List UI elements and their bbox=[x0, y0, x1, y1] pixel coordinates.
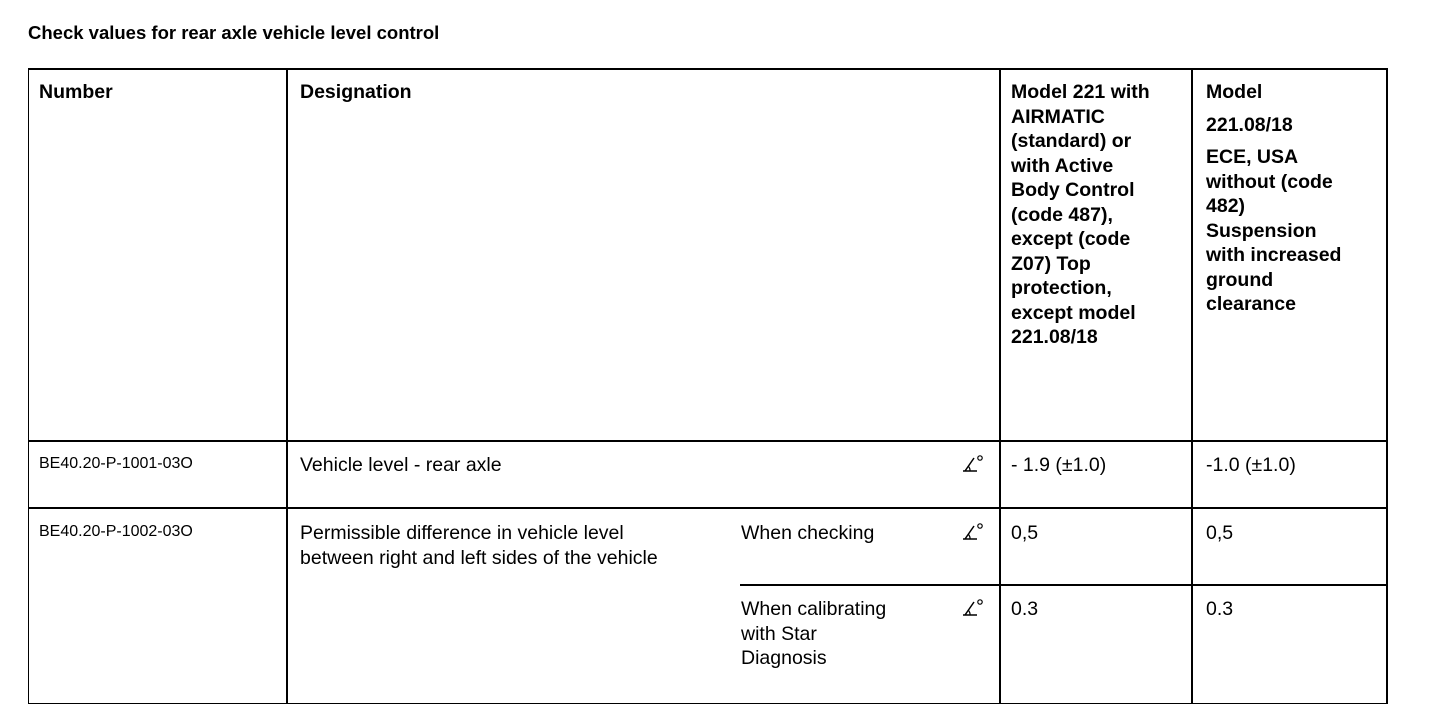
condition-line: When checking bbox=[741, 522, 875, 544]
header-model-b-line: Model bbox=[1206, 81, 1263, 103]
header-model-b-line: Suspension bbox=[1206, 219, 1317, 242]
condition-line: Diagnosis bbox=[741, 647, 827, 669]
page-title: Check values for rear axle vehicle level control bbox=[28, 22, 440, 43]
row2-calibrating-value-model-b: 0.3 bbox=[1206, 598, 1234, 620]
row2-designation-line: Permissible difference in vehicle level bbox=[300, 522, 624, 544]
header-model-a-line: except model bbox=[1011, 301, 1136, 324]
angle-degree-icon bbox=[960, 522, 984, 542]
row2-designation bbox=[300, 521, 658, 570]
angle-degree-icon bbox=[960, 598, 984, 618]
header-divider bbox=[29, 440, 1387, 442]
column-divider-number bbox=[286, 70, 288, 704]
row2-number: BE40.20-P-1002-03O bbox=[39, 523, 193, 540]
header-model-a-line: (code 487), bbox=[1011, 203, 1113, 226]
header-designation: Designation bbox=[300, 81, 412, 103]
column-divider-model-a bbox=[1191, 70, 1193, 704]
angle-degree-icon bbox=[960, 454, 984, 474]
header-model-a bbox=[1011, 80, 1150, 350]
header-model-a-line: protection, bbox=[1011, 277, 1112, 299]
row2-condition-calibrating bbox=[741, 597, 886, 671]
header-model-a-line: Model 221 with bbox=[1011, 81, 1150, 103]
header-model-b bbox=[1206, 80, 1341, 317]
row1-value-model-a: - 1.9 (±1.0) bbox=[1011, 454, 1107, 476]
condition-line: with Star bbox=[741, 622, 817, 645]
header-model-a-line: Z07) Top bbox=[1011, 252, 1091, 275]
sub-row-divider bbox=[740, 584, 1387, 586]
header-model-a-line: AIRMATIC bbox=[1011, 105, 1105, 128]
row2-checking-value-model-b: 0,5 bbox=[1206, 522, 1234, 544]
row2-checking-value-model-a: 0,5 bbox=[1011, 522, 1039, 544]
header-model-a-line: except (code bbox=[1011, 228, 1131, 250]
header-model-b-line: ECE, USA bbox=[1206, 146, 1299, 168]
row2-calibrating-value-model-a: 0.3 bbox=[1011, 598, 1039, 620]
row1-value-model-b: -1.0 (±1.0) bbox=[1206, 454, 1296, 476]
column-divider-designation bbox=[999, 70, 1001, 704]
row-divider bbox=[29, 507, 1387, 509]
header-number: Number bbox=[39, 81, 113, 103]
header-model-a-line: 221.08/18 bbox=[1011, 326, 1098, 348]
row2-designation-line: between right and left sides of the vehicle bbox=[300, 546, 658, 569]
header-model-b-line: 221.08/18 bbox=[1206, 113, 1293, 136]
row2-condition-checking bbox=[741, 521, 874, 546]
condition-line: When calibrating bbox=[741, 598, 887, 620]
header-model-a-line: with Active bbox=[1011, 154, 1114, 177]
header-model-b-line: with increased bbox=[1206, 244, 1342, 266]
header-model-a-line: (standard) or bbox=[1011, 130, 1132, 152]
header-model-b-line: 482) bbox=[1206, 195, 1246, 217]
header-model-b-line: clearance bbox=[1206, 293, 1296, 315]
check-values-table bbox=[28, 68, 1388, 704]
row1-number: BE40.20-P-1001-03O bbox=[39, 455, 193, 472]
header-model-a-line: Body Control bbox=[1011, 179, 1135, 201]
header-model-b-line: ground bbox=[1206, 268, 1274, 291]
header-model-b-line: without (code bbox=[1206, 170, 1333, 193]
row1-designation: Vehicle level - rear axle bbox=[300, 454, 502, 476]
